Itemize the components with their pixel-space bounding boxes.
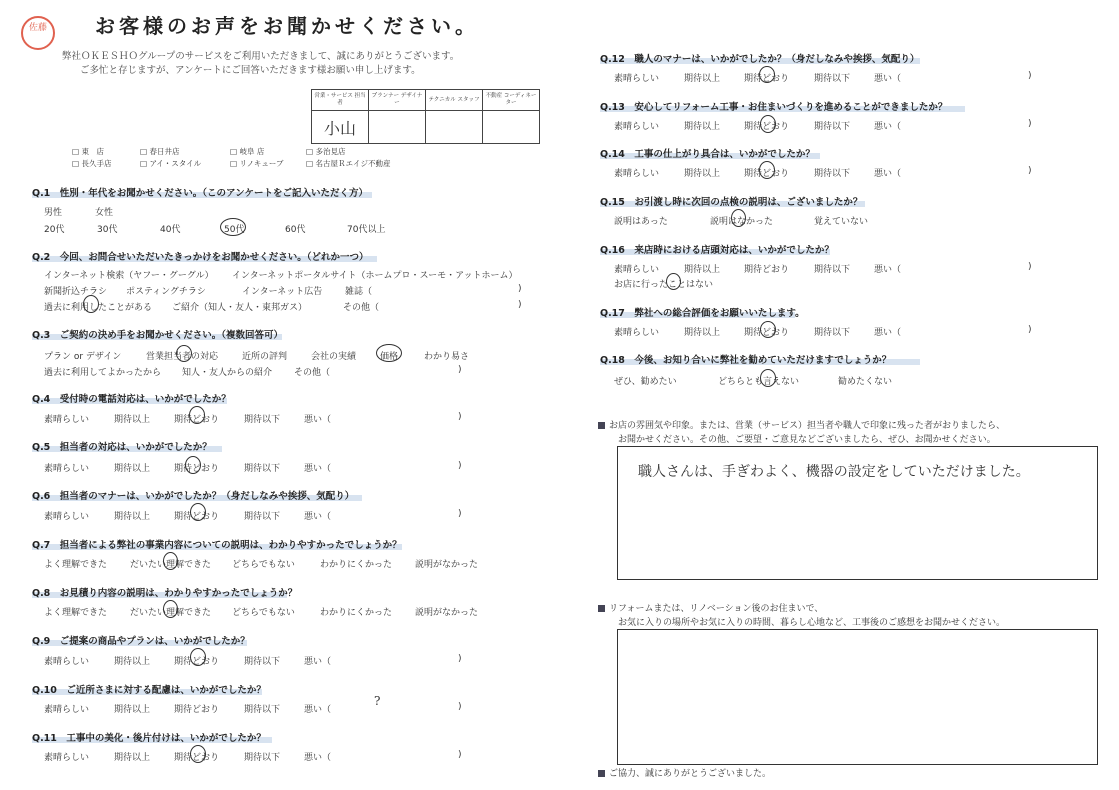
q4-title: Q.4 受付時の電話対応は、いかがでしたか？	[32, 394, 231, 405]
q11-opt-above[interactable]: 期待以上	[114, 753, 151, 763]
q17-opt-as-expected[interactable]: 期待どおり	[744, 328, 790, 338]
q3-track-record[interactable]: 会社の実績	[311, 352, 357, 362]
q12-title: Q.12 職人のマナーは、いかがでしたか？（身だしなみや挨拶、気配り）	[600, 54, 920, 65]
store-checkbox-gifu[interactable]: □ 岐阜 店	[230, 147, 265, 156]
q17-opt-bad[interactable]: 悪い（	[874, 328, 902, 338]
q13-opt-below[interactable]: 期待以下	[814, 122, 851, 132]
q5-opt-below[interactable]: 期待以下	[244, 464, 281, 474]
intro-line-1: 弊社ＯＫＥＳＨＯグループのサービスをご利用いただきまして、誠にありがとうございます。	[62, 51, 460, 62]
square-bullet-icon	[598, 605, 605, 612]
q13-title: Q.13 安心してリフォーム工事・お住まいづくりを進めることができましたか？	[600, 102, 948, 113]
q6-title: Q.6 担当者のマナーは、いかがでしたか？（身だしなみや挨拶、気配り）	[32, 491, 355, 502]
q6-opt-as-expected[interactable]: 期待どおり	[174, 512, 220, 522]
q9-opt-bad-close: )	[458, 654, 462, 664]
q7-opt-hard[interactable]: わかりにくかった	[320, 560, 393, 570]
comment1-textarea[interactable]	[617, 446, 1098, 580]
q16-opt-excellent[interactable]: 素晴らしい	[614, 265, 660, 275]
staff-technical-name[interactable]	[426, 111, 483, 144]
q2-internet-ad[interactable]: インターネット広告	[242, 287, 323, 297]
q4-opt-above[interactable]: 期待以上	[114, 415, 151, 425]
q18-opt-recommend[interactable]: ぜひ、勧めたい	[614, 377, 677, 387]
q17-opt-excellent[interactable]: 素晴らしい	[614, 328, 660, 338]
q4-opt-bad[interactable]: 悪い（	[304, 415, 332, 425]
staff-header-sales: 営業・サービス 担当者	[312, 90, 369, 111]
q13-opt-bad[interactable]: 悪い（	[874, 122, 902, 132]
q9-title: Q.9 ご提案の商品やプランは、いかがでしたか？	[32, 636, 250, 647]
q3-reputation[interactable]: 近所の評判	[242, 352, 288, 362]
staff-header-realestate: 不動産 コーディネーター	[483, 90, 540, 111]
square-bullet-icon	[598, 422, 605, 429]
q13-opt-as-expected[interactable]: 期待どおり	[744, 122, 790, 132]
comment1-prompt-line1: お店の雰囲気や印象。または、営業（サービス）担当者や職人で印象に残った者がおりましたら、	[598, 418, 1005, 431]
seal-stamp: 佐藤	[21, 16, 55, 50]
q5-title: Q.5 担当者の対応は、いかがでしたか？	[32, 442, 212, 453]
q1-age-60s[interactable]: 60代	[285, 225, 306, 235]
store-checkbox-tajimi[interactable]: □ 多治見店	[306, 147, 346, 156]
q4-opt-below[interactable]: 期待以下	[244, 415, 281, 425]
q2-magazine-close: )	[518, 284, 522, 294]
q6-opt-bad[interactable]: 悪い（	[304, 512, 332, 522]
q5-opt-above[interactable]: 期待以上	[114, 464, 151, 474]
q6-opt-below[interactable]: 期待以下	[244, 512, 281, 522]
q1-male[interactable]: 男性	[44, 208, 63, 218]
q12-opt-bad[interactable]: 悪い（	[874, 74, 902, 84]
q18-title: Q.18 今後、お知り合いに弊社を勧めていただけますでしょうか？	[600, 355, 892, 366]
q1-age-20s[interactable]: 20代	[44, 225, 65, 235]
q14-opt-above[interactable]: 期待以上	[684, 169, 721, 179]
q3-title: Q.3 ご契約の決め手をお聞かせください。（複数回答可）	[32, 330, 284, 341]
q9-opt-above[interactable]: 期待以上	[114, 657, 151, 667]
q17-opt-below[interactable]: 期待以下	[814, 328, 851, 338]
q3-other[interactable]: その他（	[294, 368, 331, 378]
q6-opt-bad-close: )	[458, 509, 462, 519]
q7-opt-neutral[interactable]: どちらでもない	[232, 560, 295, 570]
page-title: お客様のお声をお聞かせください。	[95, 14, 479, 38]
square-bullet-icon	[598, 770, 605, 777]
comment1-answer: 職人さんは、手ぎわよく、機器の設定をしていただけました。	[638, 464, 1030, 480]
q9-opt-excellent[interactable]: 素晴らしい	[44, 657, 90, 667]
q11-opt-bad-close: )	[458, 750, 462, 760]
q10-opt-excellent[interactable]: 素晴らしい	[44, 705, 90, 715]
store-checkbox-nagoya-r-age[interactable]: □ 名古屋Ｒエイジ不動産	[306, 159, 391, 168]
q15-opt-not-explained[interactable]: 説明はなかった	[710, 217, 774, 227]
q16-opt-bad[interactable]: 悪い（	[874, 265, 902, 275]
q14-opt-bad-close: )	[1028, 166, 1032, 176]
q12-opt-excellent[interactable]: 素晴らしい	[614, 74, 660, 84]
q1-title: Q.1 性別・年代をお聞かせください。（このアンケートをご記入いただく方）	[32, 188, 368, 199]
q2-internet-search[interactable]: インターネット検索（ヤフー・グーグル）	[44, 271, 214, 281]
q14-opt-bad[interactable]: 悪い（	[874, 169, 902, 179]
q8-opt-none[interactable]: 説明がなかった	[415, 608, 479, 618]
q15-title: Q.15 お引渡し時に次回の点検の説明は、ございましたか？	[600, 197, 863, 208]
store-checkbox-istyle[interactable]: □ アイ・スタイル	[140, 159, 202, 168]
q10-opt-bad[interactable]: 悪い（	[304, 705, 332, 715]
q2-magazine[interactable]: 雑誌（	[345, 287, 373, 297]
q10-opt-as-expected[interactable]: 期待どおり	[174, 705, 220, 715]
store-checkbox-nagakute[interactable]: □ 長久手店	[72, 159, 112, 168]
staff-table	[311, 89, 540, 144]
q13-opt-excellent[interactable]: 素晴らしい	[614, 122, 660, 132]
q12-opt-above[interactable]: 期待以上	[684, 74, 721, 84]
q18-opt-neutral[interactable]: どちらとも言えない	[718, 377, 800, 387]
q17-title: Q.17 弊社への総合評価をお願いいたします。	[600, 308, 805, 319]
q16-opt-below[interactable]: 期待以下	[814, 265, 851, 275]
q2-newspaper-flyer[interactable]: 新聞折込チラシ	[44, 287, 108, 297]
q10-title: Q.10 ご近所さまに対する配慮は、いかがでしたか？	[32, 685, 266, 696]
q6-opt-above[interactable]: 期待以上	[114, 512, 151, 522]
q7-opt-none[interactable]: 説明がなかった	[415, 560, 479, 570]
store-checkbox-renocube[interactable]: □ リノキューブ	[230, 159, 284, 168]
comment2-prompt-line2: お気に入りの場所やお気に入りの時間、暮らし心地など、工事後のご感想をお聞かせください。	[618, 618, 1006, 628]
q4-opt-as-expected[interactable]: 期待どおり	[174, 415, 220, 425]
q1-age-40s[interactable]: 40代	[160, 225, 181, 235]
q1-age-30s[interactable]: 30代	[97, 225, 118, 235]
q12-opt-bad-close: )	[1028, 71, 1032, 81]
q18-opt-not-recommend[interactable]: 勧めたくない	[838, 377, 893, 387]
q8-title: Q.8 お見積り内容の説明は、わかりやすかったでしょうか？	[32, 588, 298, 599]
q5-opt-bad[interactable]: 悪い（	[304, 464, 332, 474]
staff-realestate-name[interactable]	[483, 111, 540, 144]
q13-opt-bad-close: )	[1028, 119, 1032, 129]
q2-posting-flyer[interactable]: ポスティングチラシ	[126, 287, 206, 297]
comment1-prompt-line2: お聞かせください。その他、ご要望・ご意見などございましたら、ぜひ、お聞かせください。	[618, 435, 996, 445]
q2-past-use[interactable]: 過去に利用したことがある	[44, 303, 153, 313]
q8-opt-mostly[interactable]: だいたい理解できた	[130, 608, 212, 618]
q10-opt-bad-close: )	[458, 702, 462, 712]
q16-opt-bad-close: )	[1028, 262, 1032, 272]
store-checkbox-kasugai[interactable]: □ 春日井店	[140, 147, 180, 156]
thanks-footer: ご協力、誠にありがとうございました。	[598, 766, 771, 779]
q1-age-70s[interactable]: 70代以上	[347, 225, 386, 235]
q2-portal-site[interactable]: インターネットポータルサイト（ホームプロ・スーモ・アットホーム）	[232, 271, 518, 281]
staff-header-planner: プランナー デザイナー	[369, 90, 426, 111]
q15-opt-explained[interactable]: 説明はあった	[614, 217, 668, 227]
q15-opt-dont-remember[interactable]: 覚えていない	[814, 217, 869, 227]
q13-opt-above[interactable]: 期待以上	[684, 122, 721, 132]
q7-opt-well[interactable]: よく理解できた	[44, 560, 108, 570]
q12-opt-as-expected[interactable]: 期待どおり	[744, 74, 790, 84]
q12-opt-below[interactable]: 期待以下	[814, 74, 851, 84]
q3-price[interactable]: 価格	[380, 352, 399, 362]
q9-opt-bad[interactable]: 悪い（	[304, 657, 332, 667]
q14-title: Q.14 工事の仕上がり具合は、いかがでしたか？	[600, 149, 815, 160]
q3-acquaintance[interactable]: 知人・友人からの紹介	[182, 368, 273, 378]
q11-title: Q.11 工事中の美化・後片付けは、いかがでしたか？	[32, 733, 266, 744]
q3-sales-response[interactable]: 営業担当者の対応	[146, 352, 219, 362]
q10-handwritten-note: ?	[374, 694, 381, 708]
q9-opt-below[interactable]: 期待以下	[244, 657, 281, 667]
q5-opt-excellent[interactable]: 素晴らしい	[44, 464, 90, 474]
q2-title: Q.2 今回、お問合せいただいたきっかけをお聞かせください。（どれか一つ）	[32, 252, 369, 263]
q9-opt-as-expected[interactable]: 期待どおり	[174, 657, 220, 667]
staff-sales-name[interactable]: 小山	[312, 111, 369, 144]
q7-title: Q.7 担当者による弊社の事業内容についての説明は、わかりやすかったでしょうか？	[32, 540, 402, 551]
q17-opt-above[interactable]: 期待以上	[684, 328, 721, 338]
q14-opt-excellent[interactable]: 素晴らしい	[614, 169, 660, 179]
q1-age-50s[interactable]: 50代	[224, 225, 245, 235]
q11-opt-excellent[interactable]: 素晴らしい	[44, 753, 90, 763]
q10-opt-above[interactable]: 期待以上	[114, 705, 151, 715]
q14-opt-as-expected[interactable]: 期待どおり	[744, 169, 790, 179]
q7-opt-mostly[interactable]: だいたい理解できた	[130, 560, 212, 570]
q16-opt-as-expected[interactable]: 期待どおり	[744, 265, 790, 275]
q14-opt-below[interactable]: 期待以下	[814, 169, 851, 179]
q8-opt-neutral[interactable]: どちらでもない	[232, 608, 295, 618]
q2-other-close: )	[518, 300, 522, 310]
q8-opt-well[interactable]: よく理解できた	[44, 608, 108, 618]
staff-header-technical: テクニカル スタッフ	[426, 90, 483, 111]
q2-referral[interactable]: ご紹介（知人・友人・東邦ガス）	[172, 303, 308, 313]
q6-opt-excellent[interactable]: 素晴らしい	[44, 512, 90, 522]
q16-title: Q.16 来店時における店頭対応は、いかがでしたか？	[600, 245, 834, 256]
q3-other-close: )	[458, 365, 462, 375]
store-checkbox-higashi[interactable]: □ 東 店	[72, 147, 104, 156]
q5-opt-as-expected[interactable]: 期待どおり	[174, 464, 220, 474]
q3-past-good[interactable]: 過去に利用してよかったから	[44, 368, 162, 378]
q8-opt-hard[interactable]: わかりにくかった	[320, 608, 393, 618]
q11-opt-below[interactable]: 期待以下	[244, 753, 281, 763]
q16-opt-above[interactable]: 期待以上	[684, 265, 721, 275]
q4-opt-bad-close: )	[458, 412, 462, 422]
q3-plan-design[interactable]: プラン or デザイン	[44, 352, 122, 362]
q1-female[interactable]: 女性	[95, 208, 114, 218]
q10-opt-below[interactable]: 期待以下	[244, 705, 281, 715]
intro-line-2: ご多忙と存じますが、アンケートにご回答いただきます様お願い申し上げます。	[80, 65, 421, 76]
q4-opt-excellent[interactable]: 素晴らしい	[44, 415, 90, 425]
q5-opt-bad-close: )	[458, 461, 462, 471]
q17-opt-bad-close: )	[1028, 325, 1032, 335]
q2-other[interactable]: その他（	[343, 303, 380, 313]
q11-opt-bad[interactable]: 悪い（	[304, 753, 332, 763]
q11-opt-as-expected[interactable]: 期待どおり	[174, 753, 220, 763]
q3-clarity[interactable]: わかり易さ	[424, 352, 470, 362]
q16-opt-never-visited[interactable]: お店に行ったことはない	[614, 280, 714, 290]
staff-planner-name[interactable]	[369, 111, 426, 144]
comment2-textarea[interactable]	[617, 629, 1098, 765]
comment2-prompt-line1: リフォームまたは、リノベーション後のお住まいで、	[598, 601, 823, 614]
